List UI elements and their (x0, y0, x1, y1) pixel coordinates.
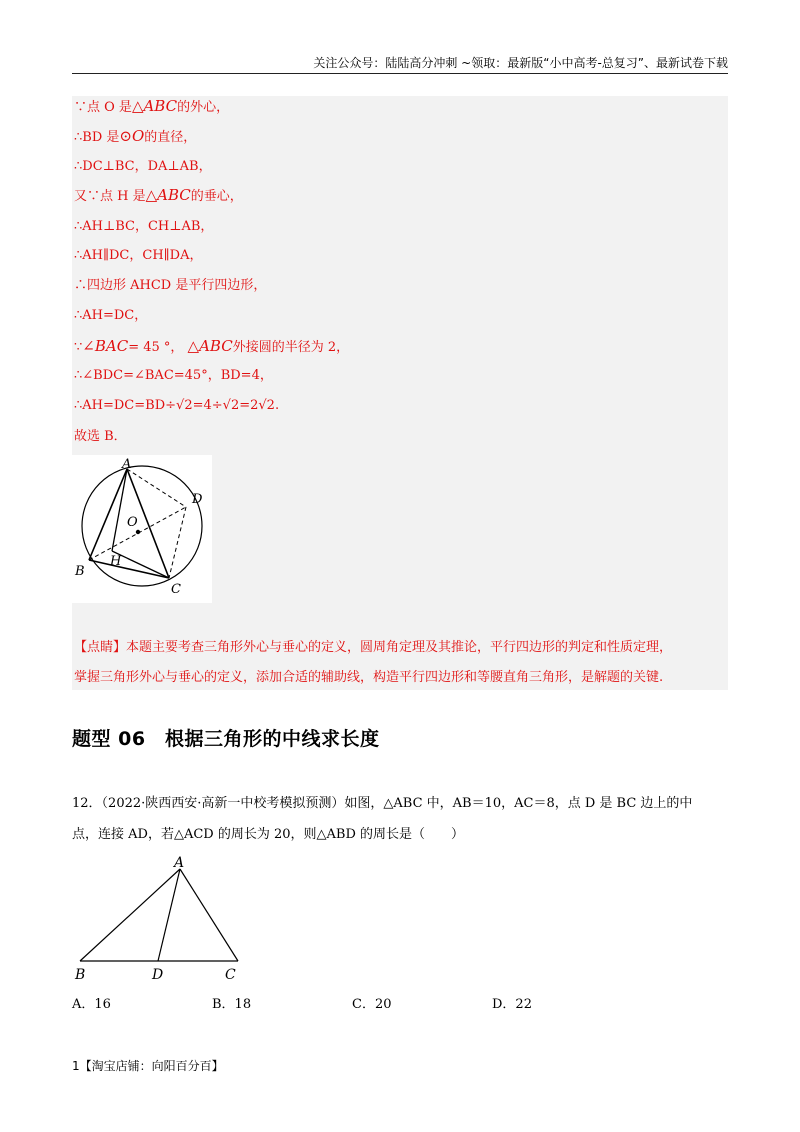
solution-line-3: ∴DC⊥BC，DA⊥AB， (74, 159, 212, 174)
triangle-median-figure (72, 855, 252, 985)
solution-line-5: ∴AH⊥BC，CH⊥AB， (74, 219, 214, 234)
circle-triangle-figure (72, 455, 212, 603)
solution-line-6: ∴AH∥DC，CH∥DA， (74, 248, 203, 263)
question-line-1: 12．（2022·陕西西安·高新一中校考模拟预测）如图，△ABC 中，AB＝10，AC＝8，点 D 是 BC 边上的中 (72, 796, 693, 811)
page-footer: 1【淘宝店铺：向阳百分百】 (72, 1059, 224, 1073)
question-line-2: 点，连接 AD，若△ACD 的周长为 20，则△ABD 的周长是（ ） (72, 827, 464, 842)
solution-block (72, 96, 728, 690)
solution-line-11: ∴AH=DC=BD÷√2=4÷√2=2√2. (74, 398, 280, 413)
solution-line-10: ∴∠BDC=∠BAC=45°，BD=4， (74, 368, 273, 383)
label-b2: B (75, 967, 86, 983)
solution-line-12: 故选 B． (74, 429, 127, 444)
label-a2: A (174, 855, 185, 871)
section-title: 题型 06 根据三角形的中线求长度 (72, 728, 380, 750)
note-line-1: 【点睛】本题主要考查三角形外心与垂心的定义，圆周角定理及其推论，平行四边形的判定和性质定理， (74, 640, 673, 655)
label-c2: C (225, 967, 236, 983)
label-o: O (127, 515, 138, 530)
label-d: D (192, 492, 203, 507)
label-d2: D (152, 967, 164, 983)
option-c[interactable]: C．20 (352, 997, 392, 1012)
option-a[interactable]: A．16 (72, 997, 111, 1012)
solution-line-9: ∵∠BAC= 45 °， △ABC外接圆的半径为 2， (74, 337, 350, 355)
label-a: A (122, 457, 132, 472)
label-h: H (110, 554, 122, 569)
solution-line-4: 又∵点 H 是△ABC的垂心， (74, 186, 243, 204)
solution-line-8: ∴AH=DC， (74, 308, 148, 323)
page-header: 关注公众号：陆陆高分冲刺 ~领取：最新版“小中高考-总复习”、最新试卷下载 (313, 56, 728, 70)
solution-line-2: ∴BD 是⊙O的直径， (74, 127, 197, 145)
label-c: C (171, 582, 181, 597)
note-line-2: 掌握三角形外心与垂心的定义，添加合适的辅助线，构造平行四边形和等腰直角三角形，是解题的关键. (74, 670, 664, 685)
option-d[interactable]: D．22 (492, 997, 532, 1012)
label-b: B (75, 564, 85, 579)
option-b[interactable]: B．18 (212, 997, 252, 1012)
solution-line-7: ∴四边形 AHCD 是平行四边形， (74, 278, 267, 293)
solution-line-1: ∵点 O 是△ABC的外心， (74, 97, 230, 115)
header-rule (72, 73, 728, 74)
